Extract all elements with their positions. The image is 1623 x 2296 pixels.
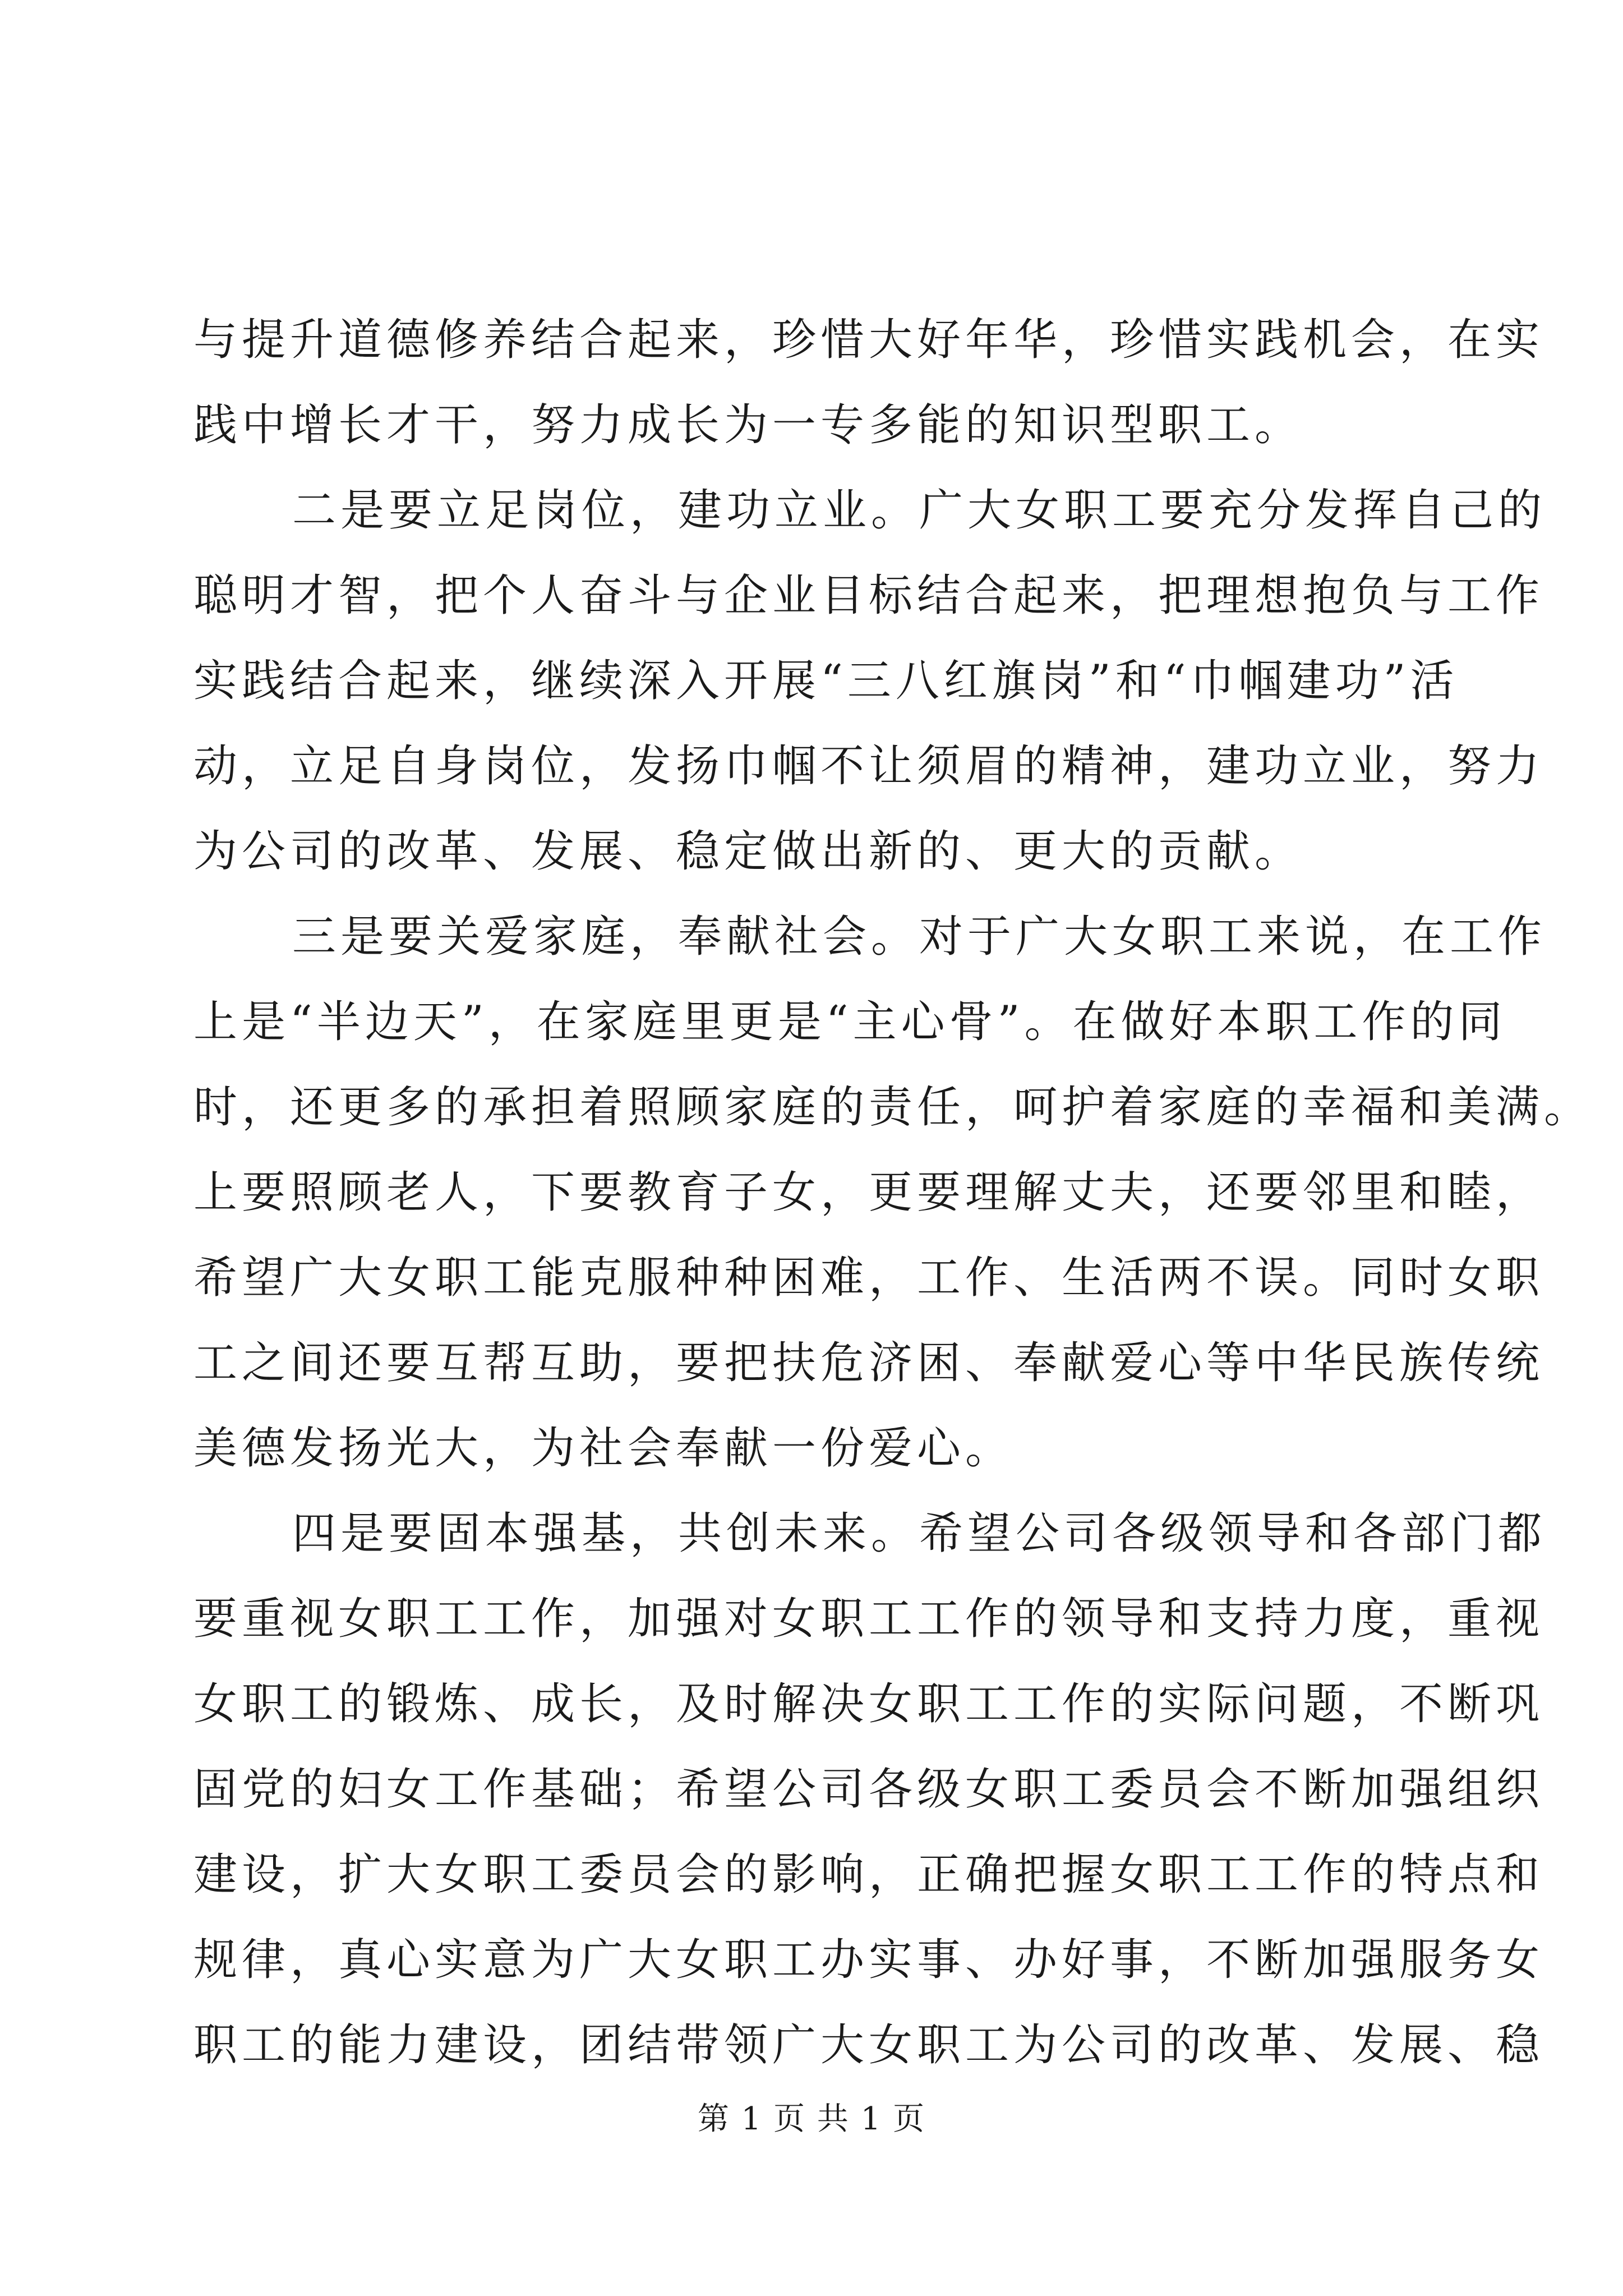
- text-line: 上要照顾老人，下要教育子女，更要理解丈夫，还要邻里和睦，: [193, 1167, 1544, 1218]
- text-line: 践中增长才干，努力成长为一专多能的知识型职工。: [193, 400, 1303, 450]
- text-line: 动，立足自身岗位，发扬巾帼不让须眉的精神，建功立业，努力: [193, 741, 1544, 792]
- text-line: 女职工的锻炼、成长，及时解决女职工工作的实际问题，不断巩: [193, 1679, 1544, 1729]
- paragraph-start-line: 三是要关爱家庭，奉献社会。对于广大女职工来说，在工作: [292, 912, 1547, 962]
- text-line: 上是“半边天”，在家庭里更是“主心骨”。在做好本职工作的同: [193, 997, 1507, 1047]
- text-line: 工之间还要互帮互助，要把扶危济困、奉献爱心等中华民族传统: [193, 1338, 1544, 1388]
- text-line: 规律，真心实意为广大女职工办实事、办好事，不断加强服务女: [193, 1935, 1544, 1985]
- text-line: 固党的妇女工作基础；希望公司各级女职工委员会不断加强组织: [193, 1764, 1544, 1815]
- paragraph-start-line: 四是要固本强基，共创未来。希望公司各级领导和各部门都: [292, 1508, 1547, 1559]
- paragraph-start-line: 二是要立足岗位，建功立业。广大女职工要充分发挥自己的: [292, 485, 1547, 536]
- text-line: 时，还更多的承担着照顾家庭的责任，呵护着家庭的幸福和美满。: [193, 1082, 1593, 1133]
- text-line: 建设，扩大女职工委员会的影响，正确把握女职工工作的特点和: [193, 1849, 1544, 1900]
- text-line: 为公司的改革、发展、稳定做出新的、更大的贡献。: [193, 826, 1303, 877]
- body-text: [193, 297, 1593, 2088]
- text-line: 职工的能力建设，团结带领广大女职工为公司的改革、发展、稳: [193, 2020, 1544, 2070]
- text-line: 实践结合起来，继续深入开展“三八红旗岗”和“巾帼建功”活: [193, 656, 1459, 706]
- text-line: 美德发扬光大，为社会奉献一份爱心。: [193, 1423, 1014, 1474]
- text-line: 希望广大女职工能克服种种困难，工作、生活两不误。同时女职: [193, 1253, 1544, 1303]
- text-line: 与提升道德修养结合起来，珍惜大好年华，珍惜实践机会，在实: [193, 315, 1544, 365]
- text-line: 要重视女职工工作，加强对女职工工作的领导和支持力度，重视: [193, 1594, 1544, 1644]
- page-footer: 第 1 页 共 1 页: [697, 2101, 926, 2137]
- text-line: 聪明才智，把个人奋斗与企业目标结合起来，把理想抱负与工作: [193, 570, 1544, 621]
